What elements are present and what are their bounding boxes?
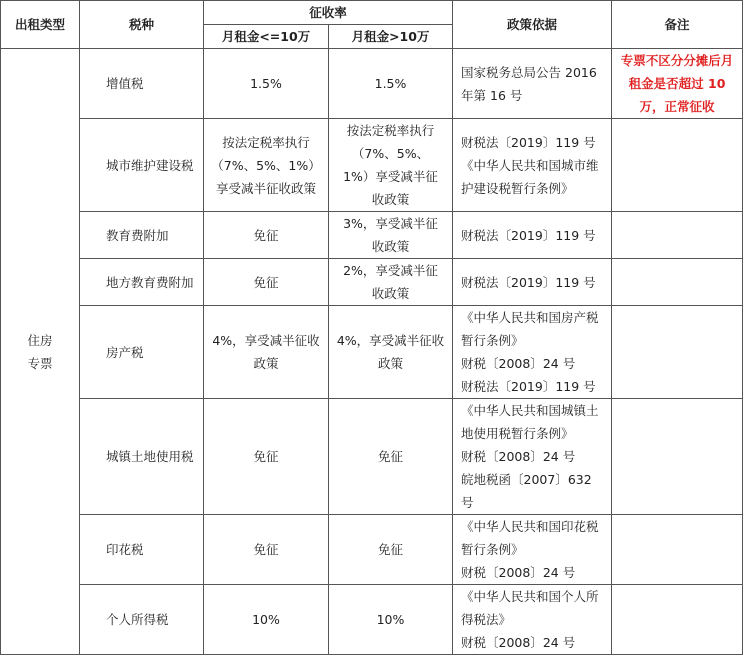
rate-low-line: 享受减半征收政策 [215, 180, 316, 196]
policy-basis-line: 《中华人民共和国城镇土 [461, 403, 599, 418]
policy-basis-cell [453, 585, 612, 655]
rate-high-cell [329, 515, 453, 585]
rate-low-line: 政策 [253, 356, 279, 371]
header-rental-type: 出租类型 [1, 1, 80, 49]
policy-basis-line: 得税法》 [461, 612, 512, 627]
tax-name-cell: 房产税 [80, 306, 204, 399]
header-remarks: 备注 [612, 1, 743, 49]
policy-basis-line: 暂行条例》 [461, 333, 524, 348]
policy-basis-cell [453, 119, 612, 212]
remark-cell-empty [612, 515, 743, 585]
remark-cell-empty [612, 212, 743, 259]
rate-high-line: 2%，享受减半征 [343, 263, 438, 278]
rate-low-line: （7%、5%、1%） [211, 157, 321, 173]
rate-low-line: 10% [252, 612, 280, 627]
rate-low-cell [204, 399, 329, 515]
rate-high-line: 1.5% [374, 76, 407, 91]
rate-high-cell [329, 306, 453, 399]
remark-cell [612, 49, 743, 119]
policy-basis-cell [453, 49, 612, 119]
rate-low-line: 免征 [253, 542, 279, 557]
tax-name-cell: 地方教育费附加 [80, 259, 204, 306]
rate-high-cell [329, 212, 453, 259]
header-policy-basis: 政策依据 [453, 1, 612, 49]
policy-basis-line: 地使用税暂行条例》 [461, 426, 574, 441]
policy-basis-line: 财税〔2008〕24 号 [461, 449, 576, 464]
policy-basis-cell [453, 399, 612, 515]
rate-high-line: 政策 [378, 356, 404, 371]
rate-low-line: 按法定税率执行 [222, 134, 310, 150]
table-row [1, 49, 743, 119]
header-rate-low: 月租金<=10万 [204, 25, 329, 49]
policy-basis-line: 《中华人民共和国房产税 [461, 310, 599, 325]
policy-basis-line: 财税法〔2019〕119 号 [461, 274, 596, 290]
remark-cell-empty [612, 306, 743, 399]
header-tax-type: 税种 [80, 1, 204, 49]
remark-cell-empty [612, 585, 743, 655]
rate-high-line: 按法定税率执行 [346, 123, 435, 138]
policy-basis-line: 财税法〔2019〕119 号 [461, 379, 596, 394]
rate-high-cell [329, 119, 453, 212]
tax-name-cell: 城镇土地使用税 [80, 399, 204, 515]
remark-line: 万，正常征收 [639, 99, 715, 114]
rate-high-line: 收政策 [371, 239, 410, 254]
table-row [1, 585, 743, 655]
tax-name-cell: 城市维护建设税 [80, 119, 204, 212]
rate-high-cell [329, 585, 453, 655]
rate-low-cell [204, 259, 329, 306]
table-body [1, 49, 743, 655]
rate-high-cell [329, 259, 453, 306]
tax-name-cell: 增值税 [80, 49, 204, 119]
policy-basis-line: 财税〔2008〕24 号 [461, 356, 576, 371]
policy-basis-cell [453, 212, 612, 259]
rate-high-cell [329, 399, 453, 515]
rate-low-cell [204, 212, 329, 259]
policy-basis-line: 财税〔2008〕24 号 [461, 565, 576, 580]
rental-type-line: 专票 [27, 355, 53, 371]
policy-basis-line: 《中华人民共和国个人所 [461, 589, 599, 604]
rate-high-line: 免征 [378, 542, 404, 557]
policy-basis-line: 《中华人民共和国城市维 [461, 157, 599, 173]
remark-cell-empty [612, 259, 743, 306]
header-rate-high: 月租金>10万 [329, 25, 453, 49]
policy-basis-line: 财税法〔2019〕119 号 [461, 227, 596, 243]
rate-low-cell [204, 515, 329, 585]
table-row [1, 259, 743, 306]
rate-high-line: 免征 [378, 449, 404, 464]
rate-high-line: 1%）享受减半征 [343, 169, 438, 184]
rate-high-line: 收政策 [371, 192, 410, 207]
table-row [1, 515, 743, 585]
rate-high-line: 4%，享受减半征收 [336, 333, 445, 348]
table-row [1, 119, 743, 212]
rate-high-cell [329, 49, 453, 119]
rate-low-line: 免征 [253, 274, 279, 290]
rate-high-line: 10% [376, 612, 405, 627]
policy-basis-line: 财税法〔2019〕119 号 [461, 134, 596, 150]
policy-basis-line: 《中华人民共和国印花税 [461, 519, 599, 534]
remark-line: 专票不区分分摊后月 [620, 53, 734, 68]
rate-low-cell [204, 585, 329, 655]
policy-basis-line: 护建设税暂行条例》 [461, 180, 574, 196]
tax-name-cell: 教育费附加 [80, 212, 204, 259]
table-row [1, 306, 743, 399]
rental-type-cell [1, 49, 80, 655]
rate-low-cell [204, 306, 329, 399]
policy-basis-line: 皖地税函〔2007〕632 号 [461, 472, 592, 510]
rate-high-line: （7%、5%、 [351, 146, 430, 161]
rate-low-cell [204, 49, 329, 119]
policy-basis-line: 国家税务总局公告 2016 [461, 64, 597, 80]
policy-basis-line: 暂行条例》 [461, 542, 524, 557]
rate-low-line: 免征 [253, 449, 279, 464]
policy-basis-line: 年第 16 号 [461, 87, 523, 103]
header-row-1 [1, 1, 743, 25]
rate-low-line: 免征 [253, 227, 279, 243]
table-row [1, 399, 743, 515]
tax-name-cell: 个人所得税 [80, 585, 204, 655]
rate-high-line: 3%，享受减半征 [343, 216, 438, 231]
header-levy-rate: 征收率 [204, 1, 453, 25]
policy-basis-cell [453, 306, 612, 399]
rate-high-line: 收政策 [371, 286, 410, 301]
tax-name-cell: 印花税 [80, 515, 204, 585]
policy-basis-line: 财税〔2008〕24 号 [461, 635, 576, 650]
rate-low-line: 4%，享受减半征收 [212, 333, 320, 348]
remark-cell-empty [612, 399, 743, 515]
rate-low-line: 1.5% [250, 76, 282, 91]
remark-cell-empty [612, 119, 743, 212]
policy-basis-cell [453, 515, 612, 585]
rental-type-line: 住房 [27, 332, 53, 348]
rate-low-cell [204, 119, 329, 212]
policy-basis-cell [453, 259, 612, 306]
table-row [1, 212, 743, 259]
remark-line: 租金是否超过 10 [628, 76, 726, 91]
